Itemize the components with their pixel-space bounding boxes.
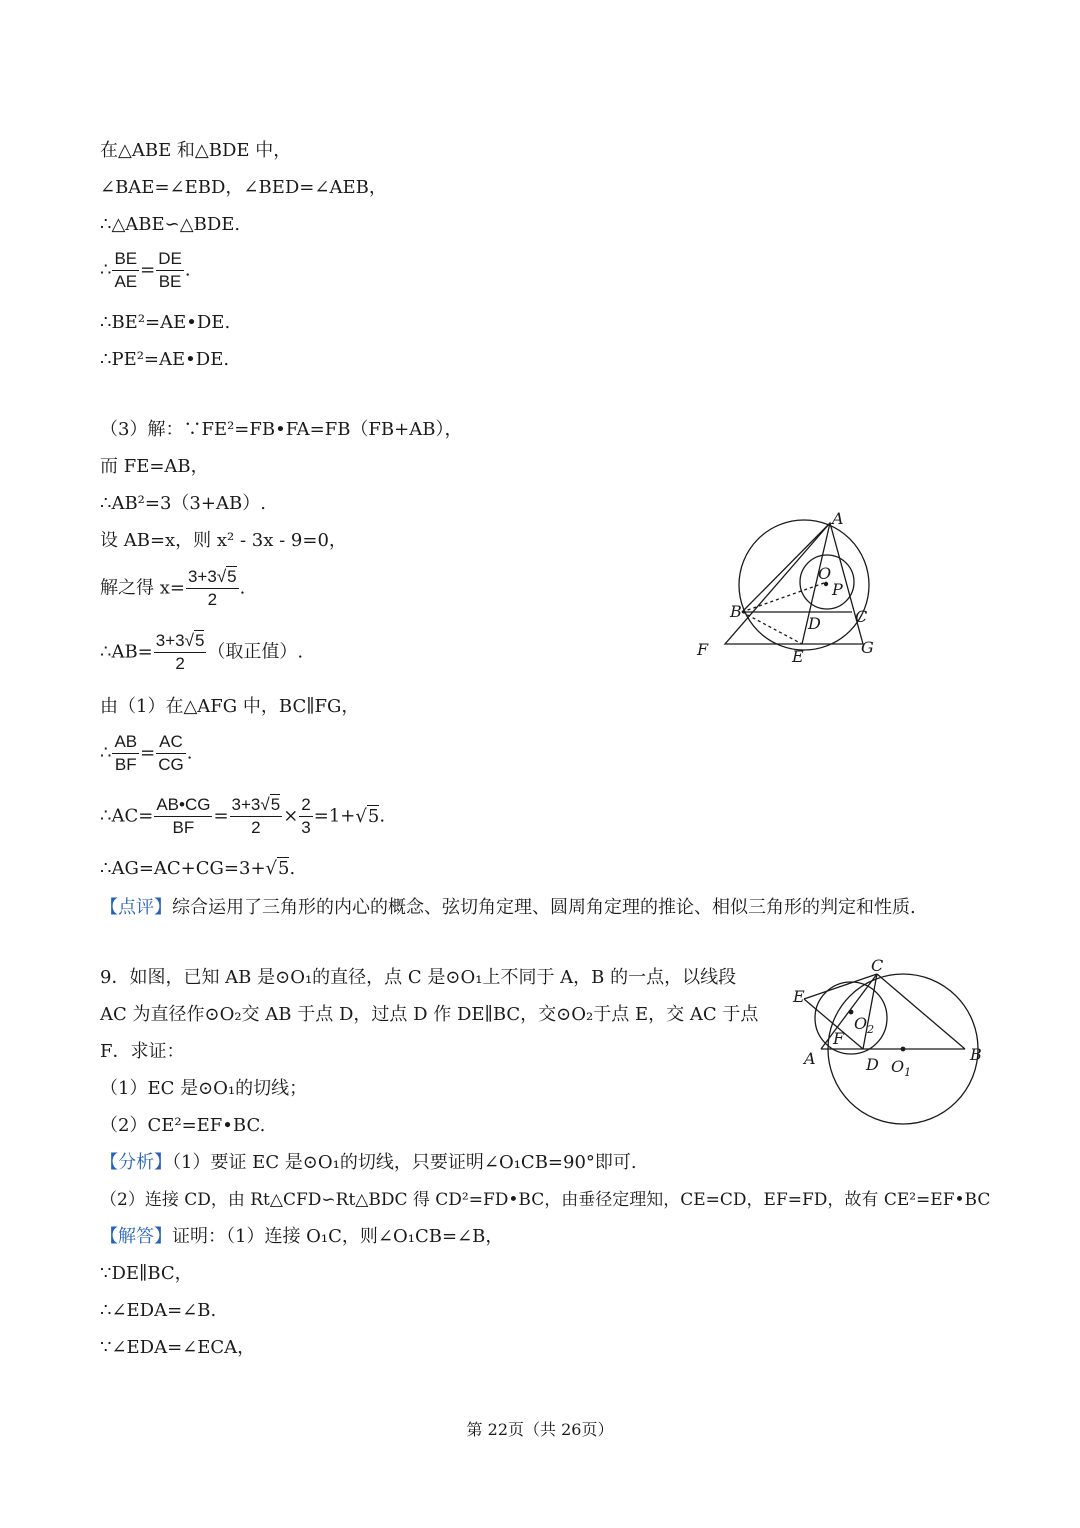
- problem-text: （1）EC 是⊙O₁的切线；: [100, 1078, 308, 1099]
- fraction: [154, 794, 212, 839]
- label: ∴AC=: [100, 805, 154, 827]
- text-line: 由（1）在△AFG 中，BC∥FG，: [100, 696, 360, 717]
- numerator: 2: [299, 794, 312, 817]
- radicand: 5: [367, 805, 380, 827]
- geometry-figure-1: [690, 505, 900, 670]
- label-b: B: [730, 602, 742, 621]
- analysis-tag: 【分析】: [100, 1152, 172, 1173]
- numerator: AC: [156, 731, 186, 754]
- sqrt-icon: [266, 858, 277, 879]
- numerator: AB: [112, 731, 139, 754]
- fraction: [156, 731, 186, 776]
- fraction: [230, 794, 283, 839]
- solution-line: [100, 1225, 503, 1249]
- comment-text: 综合运用了三角形的内心的概念、弦切角定理、圆周角定理的推论、相似三角形的判定和性质.: [172, 897, 916, 918]
- period: .: [379, 805, 386, 827]
- label-d: D: [808, 614, 821, 633]
- fraction: [156, 248, 184, 293]
- label-b: B: [970, 1045, 982, 1064]
- numerator: 3+3√ 5: [230, 794, 283, 817]
- label-a: A: [832, 509, 844, 528]
- label-o1: $O_1$: [891, 1057, 912, 1079]
- text-line: （3）解：∵FE²=FB•FA=FB（FB+AB），: [100, 419, 463, 440]
- sqrt-icon: [260, 795, 269, 814]
- label-o2: $O_2$: [854, 1014, 875, 1036]
- text-line: ∴AB²=3（3+AB）.: [100, 493, 266, 514]
- label-e: E: [793, 987, 805, 1006]
- equals-sign: =: [140, 259, 156, 281]
- text-line: ∴PE²=AE•DE.: [100, 349, 230, 370]
- fraction: [299, 794, 312, 839]
- solution-tag: 【解答】: [100, 1226, 172, 1247]
- denominator: CG: [158, 755, 184, 774]
- therefore-symbol: ∴: [100, 742, 112, 764]
- text-line: ∴△ABE∽△BDE.: [100, 214, 241, 235]
- denominator: AE: [114, 272, 138, 291]
- equals-sign: =: [213, 805, 229, 827]
- label-g: G: [861, 638, 874, 657]
- denominator: BE: [158, 272, 182, 291]
- label-c: C: [855, 607, 868, 626]
- chord-bc: [877, 974, 965, 1049]
- label: 解之得 x=: [100, 577, 185, 599]
- denominator: BF: [114, 755, 137, 774]
- fraction-line: [100, 794, 385, 839]
- fraction-line: [100, 731, 192, 776]
- denominator: BF: [172, 818, 195, 837]
- label-o: O: [818, 564, 832, 583]
- sqrt-line: ∴AG=AC+CG=3+√ 5.: [100, 857, 295, 881]
- text-line: （2）连接 CD，由 Rt△CFD∽Rt△BDC 得 CD²=FD•BC，由垂径定理知，CE=CD，EF=FD，故有 CE²=EF•BC: [100, 1190, 991, 1210]
- problem-text: （2）CE²=EF•BC.: [100, 1115, 266, 1136]
- note: （取正值）.: [207, 641, 304, 663]
- equals-sign: =: [140, 742, 156, 764]
- analysis-text: （1）要证 EC 是⊙O₁的切线，只要证明∠O₁CB=90°即可.: [172, 1152, 637, 1173]
- label-d: D: [866, 1055, 879, 1074]
- sqrt-icon: [355, 806, 366, 827]
- sqrt-icon: [217, 567, 226, 586]
- fraction-line: [100, 566, 245, 611]
- problem-text: 9．如图，已知 AB 是⊙O₁的直径，点 C 是⊙O₁上不同于 A，B 的一点，以线段: [100, 967, 737, 988]
- text-line: ∠BAE=∠EBD，∠BED=∠AEB，: [100, 177, 387, 198]
- label-c: C: [871, 956, 884, 975]
- numerator: 3+3√ 5: [154, 630, 207, 653]
- denominator: 3: [301, 818, 311, 837]
- label: ∴AB=: [100, 641, 153, 663]
- label-a: A: [804, 1049, 816, 1068]
- numerator: 3+3√ 5: [186, 566, 239, 589]
- comment-line: [100, 896, 916, 920]
- period: .: [239, 577, 246, 599]
- radicand: 5: [278, 858, 290, 879]
- text-line: ∴∠EDA=∠B.: [100, 1300, 217, 1321]
- label-f: F: [833, 1029, 845, 1048]
- problem-text: F．求证：: [100, 1041, 185, 1062]
- denominator: 2: [207, 590, 218, 609]
- solution-text: 证明：（1）连接 O₁C，则∠O₁CB=∠B，: [172, 1226, 504, 1247]
- text-line: 在△ABE 和△BDE 中，: [100, 140, 292, 161]
- text-line: ∵DE∥BC，: [100, 1263, 193, 1284]
- numerator: AB•CG: [154, 794, 212, 817]
- text-line: ∴BE²=AE•DE.: [100, 312, 231, 333]
- sqrt-icon: [185, 631, 194, 650]
- period: .: [186, 742, 193, 764]
- text-line: 设 AB=x，则 x² - 3x - 9=0，: [100, 530, 347, 551]
- text-line: 而 FE=AB，: [100, 456, 209, 477]
- period: .: [184, 259, 191, 281]
- fraction: [154, 630, 207, 675]
- comment-tag: 【点评】: [100, 897, 172, 918]
- numerator: DE: [156, 248, 184, 271]
- circumcircle: [739, 520, 869, 650]
- times-sign: ×: [283, 805, 299, 827]
- fraction: [112, 248, 139, 293]
- text-line: ∵∠EDA=∠ECA，: [100, 1337, 256, 1358]
- label-e: E: [792, 647, 804, 666]
- numerator: BE: [112, 248, 139, 271]
- fraction-line: [100, 248, 191, 293]
- line-ec: [804, 974, 877, 999]
- fraction: [186, 566, 239, 611]
- denominator: 2: [175, 654, 185, 673]
- fraction: [112, 731, 139, 776]
- label-f: F: [697, 640, 709, 659]
- page-number: 第 22页（共 26页）: [466, 1420, 614, 1439]
- problem-text: AC 为直径作⊙O₂交 AB 于点 D，过点 D 作 DE∥BC，交⊙O₂于点 E，交 AC 于点: [100, 1004, 759, 1025]
- fraction-line: [100, 630, 303, 675]
- denominator: 2: [251, 818, 261, 837]
- therefore-symbol: ∴: [100, 259, 112, 281]
- equals-sign: =1+: [313, 805, 356, 827]
- geometry-figure-2: [790, 952, 990, 1132]
- label-p: P: [832, 580, 843, 599]
- analysis-line: [100, 1151, 637, 1175]
